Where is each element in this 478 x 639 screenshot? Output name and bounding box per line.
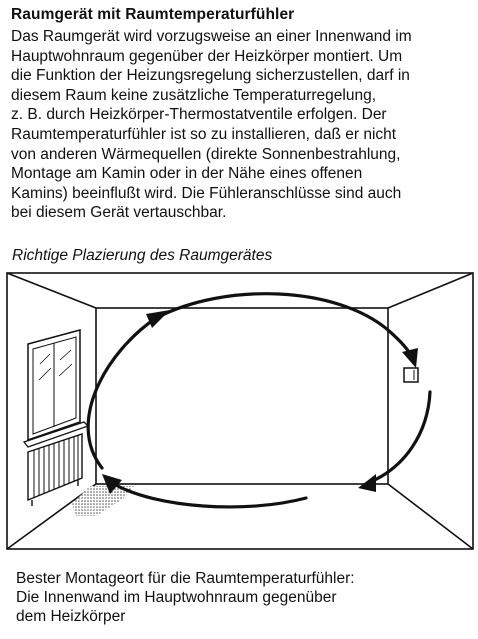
body-line: Kamins) beeinflußt wird. Die Fühleranschlüsse sind auch — [11, 184, 402, 202]
body-line: bei diesem Gerät vertauschbar. — [11, 204, 227, 222]
caption-line: Die Innenwand im Hauptwohnraum gegenüber — [16, 589, 337, 606]
body-paragraph — [11, 27, 473, 223]
body-line: Das Raumgerät wird vorzugsweise an einer Innenwand im — [11, 28, 412, 45]
body-line: Hauptwohnraum gegenüber der Heizkörper montiert. Um — [11, 47, 403, 65]
section-heading: Raumgerät mit Raumtemperaturfühler — [11, 6, 295, 23]
figure-caption-top: Richtige Plazierung des Raumgerätes — [12, 247, 273, 264]
arrowheads — [102, 310, 418, 494]
body-line: diesem Raum keine zusätzliche Temperaturregelung, — [11, 86, 377, 104]
caption-line: Bester Montageort für die Raumtemperaturfühler: — [16, 570, 355, 587]
caption-line: dem Heizkörper — [16, 608, 126, 625]
body-line: z. B. durch Heizkörper-Thermostatventile erfolgen. Der — [11, 106, 387, 124]
figure-caption-bottom — [16, 569, 355, 626]
body-line: von anderen Wärmequellen (direkte Sonnenbestrahlung, — [11, 145, 401, 163]
room-sensor-icon — [404, 368, 418, 382]
window-icon — [24, 330, 88, 447]
body-line: die Funktion der Heizungsregelung sicherzustellen, darf in — [11, 67, 410, 85]
body-line: Raumtemperaturfühler ist so zu installieren, daß er nicht — [11, 125, 397, 143]
body-line: Montage am Kamin oder in der Nähe eines offenen — [11, 165, 363, 183]
room-illustration — [6, 272, 474, 550]
air-circulation-arrows-icon — [88, 294, 430, 507]
